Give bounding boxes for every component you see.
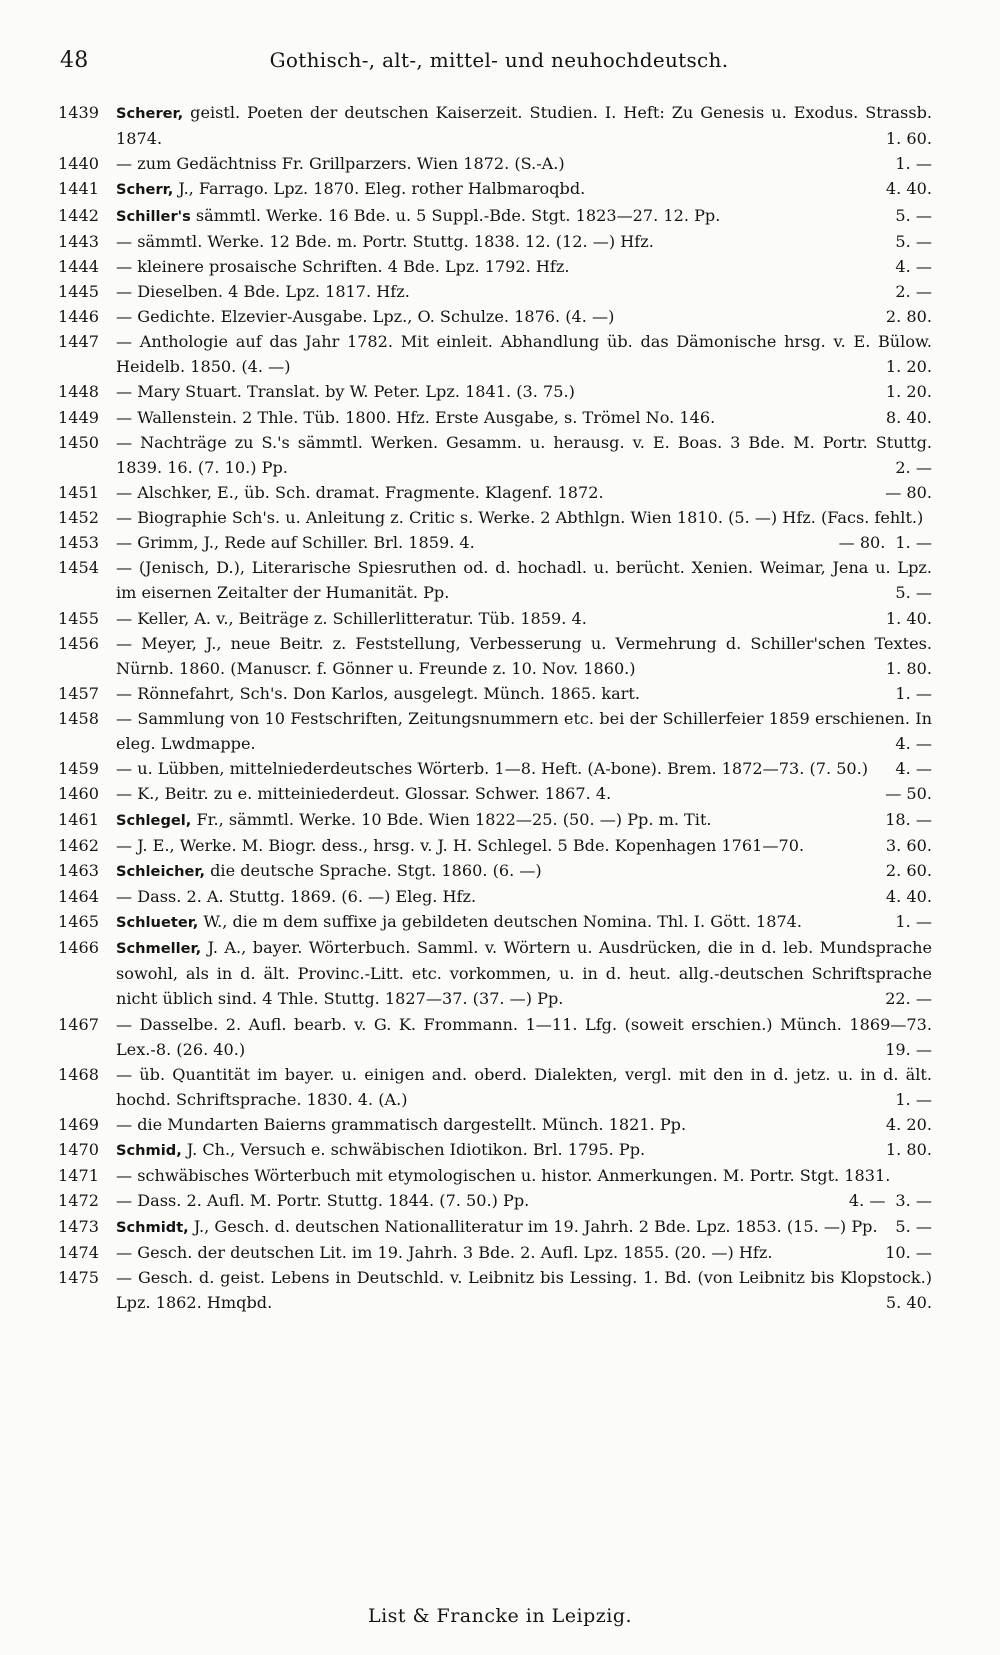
entry-number: 1458 [58, 709, 99, 728]
entry-price: 4. — [895, 734, 932, 754]
entry-author: Schlegel, [116, 811, 192, 829]
catalog-entry [58, 1240, 932, 1265]
entry-price: 19. — [885, 1039, 932, 1059]
catalog-entry [58, 884, 932, 909]
catalog-entry [58, 151, 932, 176]
entry-number: 1452 [58, 508, 99, 527]
entry-description: — Dass. 2. Aufl. M. Portr. Stuttg. 1844. (7. 50.) Pp. [116, 1191, 530, 1211]
catalog-entry [58, 1265, 932, 1315]
catalog-entry [58, 203, 932, 229]
entry-number: 1468 [58, 1064, 99, 1084]
entry-description: — Keller, A. v., Beiträge z. Schillerlitteratur. Tüb. 1859. 4. [116, 608, 587, 628]
catalog-entry [58, 1137, 932, 1163]
entry-price: 5. — [895, 205, 932, 225]
catalog-entry [58, 405, 932, 430]
entry-number: 1460 [58, 784, 99, 804]
entry-price: 4. — [848, 1191, 886, 1211]
entry-description: — schwäbisches Wörterbuch mit etymologischen u. histor. Anmerkungen. M. Portr. Stgt. 1831. [116, 1166, 891, 1186]
entry-number: 1442 [58, 205, 99, 225]
catalog-entry [58, 833, 932, 858]
catalog-entry [58, 480, 932, 505]
entry-description: — die Mundarten Baierns grammatisch dargestellt. Münch. 1821. Pp. [116, 1115, 687, 1134]
entry-number: 1457 [58, 683, 99, 703]
entry-description: — sämmtl. Werke. 12 Bde. m. Portr. Stuttg. 1838. 12. (12. —) Hfz. [116, 231, 654, 251]
catalog-entry [58, 254, 932, 279]
catalog-entry [58, 1214, 932, 1240]
entry-description: J., Farrago. Lpz. 1870. Eleg. rother Halbmaroqbd. [173, 179, 586, 199]
entry-number: 1456 [58, 633, 99, 653]
entry-description: sämmtl. Werke. 16 Bde. u. 5 Suppl.-Bde. Stgt. 1823—27. 12. Pp. [190, 205, 721, 225]
entry-description: geistl. Poeten der deutschen Kaiserzeit. Studien. I. Heft: Zu Genesis u. Exodus. Strassb. 1874. [116, 103, 932, 149]
entry-description: — Dieselben. 4 Bde. Lpz. 1817. Hfz. [116, 281, 410, 301]
entry-number: 1469 [58, 1115, 99, 1134]
entry-number: 1441 [58, 179, 99, 199]
catalog-entry [58, 606, 932, 631]
entry-number: 1444 [58, 256, 99, 276]
entry-number: 1466 [58, 938, 99, 958]
entry-author: Schmid, [116, 1142, 182, 1160]
entry-description: — Nachträge zu S.'s sämmtl. Werken. Gesamm. u. herausg. v. E. Boas. 3 Bde. M. Portr. Stuttg. 1839. 16. (7. 10.) Pp. [116, 432, 932, 477]
entry-price: 1. — [895, 912, 932, 931]
entry-number: 1470 [58, 1140, 99, 1160]
entry-description: — (Jenisch, D.), Literarische Spiesruthen od. d. hochadl. u. berücht. Xenien. Weimar, Jena u. Lpz. im eisernen Zeitalter der Humanität. Pp. [116, 558, 932, 603]
entry-price: 5. — [895, 583, 932, 603]
entry-number: 1445 [58, 281, 99, 301]
entry-description: — Gedichte. Elzevier-Ausgabe. Lpz., O. Schulze. 1876. (4. —) [116, 307, 615, 326]
entry-number: 1448 [58, 382, 99, 402]
entry-price: 1. 60. [885, 129, 932, 149]
entry-description: — Meyer, J., neue Beitr. z. Feststellung, Verbesserung u. Vermehrung d. Schiller'schen Textes. Nürnb. 1860. (Manuscr. f. Gönner u. Freunde z. 10. Nov. 1860.) [116, 633, 932, 678]
catalog-entry [58, 631, 932, 681]
entry-description: — Dasselbe. 2. Aufl. bearb. v. G. K. Frommann. 1—11. Lfg. (soweit erschien.) Münch. 1869—73. Lex.-8. (26. 40.) [116, 1014, 932, 1059]
catalog-entry [58, 279, 932, 304]
entry-price: 8. 40. [885, 407, 932, 427]
catalog-entry [58, 681, 932, 706]
entry-price: 1. — [895, 1089, 932, 1109]
entry-description: — Mary Stuart. Translat. by W. Peter. Lpz. 1841. (3. 75.) [116, 382, 575, 402]
entry-author: Schlueter, [116, 914, 199, 931]
entry-number: 1475 [58, 1267, 99, 1287]
entry-description: — Gesch. der deutschen Lit. im 19. Jahrh. 3 Bde. 2. Aufl. Lpz. 1855. (20. —) Hfz. [116, 1242, 773, 1262]
entry-description: — Anthologie auf das Jahr 1782. Mit einleit. Abhandlung üb. das Dämonische hrsg. v. E. Bülow. Heidelb. 1850. (4. —) [116, 332, 932, 377]
entry-description: — K., Beitr. zu e. mitteiniederdeut. Glossar. Schwer. 1867. 4. [116, 784, 612, 804]
entry-number: 1440 [58, 154, 99, 174]
entry-author: Schmeller, [116, 940, 202, 958]
catalog-entry [58, 858, 932, 884]
entry-price: 2. 80. [885, 307, 932, 326]
entry-price: 4. — [895, 256, 932, 276]
entry-price: 22. — [885, 989, 932, 1009]
catalog-entry [58, 176, 932, 202]
entry-description: — üb. Quantität im bayer. u. einigen and. oberd. Dialekten, vergl. mit den in d. jetz. u. in d. ält. hochd. Schriftsprache. 1830. 4. (A.) [116, 1064, 932, 1109]
entry-number: 1439 [58, 103, 99, 122]
entry-author: Schiller's [116, 207, 191, 225]
entry-description: J., Gesch. d. deutschen Nationalliteratur im 19. Jahrh. 2 Bde. Lpz. 1853. (15. —) Pp. [188, 1216, 878, 1236]
entry-description: — Sammlung von 10 Festschriften, Zeitungsnummern etc. bei der Schillerfeier 1859 erschienen. In eleg. Lwdmappe. [116, 709, 932, 754]
entry-number: 1459 [58, 759, 99, 779]
entry-price: 18. — [885, 809, 932, 829]
entry-description: die deutsche Sprache. Stgt. 1860. (6. —) [205, 860, 542, 880]
entry-price: 5. — [895, 231, 932, 251]
catalog-entry [58, 807, 932, 833]
running-title: Gothisch-, alt-, mittel- und neuhochdeutsch. [269, 48, 729, 72]
entry-price: 10. — [885, 1242, 932, 1262]
entry-description: W., die m dem suffixe ja gebildeten deutschen Nomina. Thl. I. Gött. 1874. [198, 912, 803, 931]
entry-description: J. Ch., Versuch e. schwäbischen Idiotikon. Brl. 1795. Pp. [181, 1140, 646, 1160]
entry-price: 1. — [895, 533, 932, 553]
entry-author: Scherr, [116, 181, 174, 199]
entry-author: Scherer, [116, 105, 184, 122]
entry-price: 1. 20. [885, 382, 932, 402]
entry-price: 2. — [895, 281, 932, 301]
catalog-entry [58, 1188, 932, 1213]
entry-price: 1. 20. [885, 357, 932, 377]
entry-description: — zum Gedächtniss Fr. Grillparzers. Wien 1872. (S.-A.) [116, 154, 565, 174]
entry-number: 1465 [58, 912, 99, 931]
entry-price: 1. — [895, 683, 932, 703]
entry-number: 1467 [58, 1014, 99, 1034]
catalog-entry [58, 909, 932, 935]
entry-price: 1. 40. [885, 608, 932, 628]
entry-number: 1447 [58, 332, 99, 352]
entry-price: 1. — [895, 154, 932, 174]
catalog-entry [58, 379, 932, 404]
entry-number: 1464 [58, 886, 99, 906]
entry-description: — Rönnefahrt, Sch's. Don Karlos, ausgelegt. Münch. 1865. kart. [116, 683, 640, 703]
entry-author: Schleicher, [116, 862, 205, 880]
entry-description: Fr., sämmtl. Werke. 10 Bde. Wien 1822—25. (50. —) Pp. m. Tit. [191, 809, 712, 829]
entry-description: — kleinere prosaische Schriften. 4 Bde. Lpz. 1792. Hfz. [116, 256, 570, 276]
entry-number: 1472 [58, 1191, 99, 1211]
catalog-entry [58, 100, 932, 151]
entry-number: 1463 [58, 860, 99, 880]
entry-description: — Grimm, J., Rede auf Schiller. Brl. 1859. 4. [116, 533, 475, 553]
entry-number: 1451 [58, 482, 99, 502]
entry-price: 4. 40. [885, 886, 932, 906]
entry-price: 4. 40. [885, 179, 932, 199]
catalog-entry [58, 555, 932, 605]
entry-number: 1455 [58, 608, 99, 628]
entry-description: — Gesch. d. geist. Lebens in Deutschld. v. Leibnitz bis Lessing. 1. Bd. (von Leibnitz bis Klopstock.) Lpz. 1862. Hmqbd. [116, 1267, 932, 1312]
entry-description: — Dass. 2. A. Stuttg. 1869. (6. —) Eleg. Hfz. [116, 886, 477, 906]
entry-number: 1446 [58, 307, 99, 326]
entry-price: — 80. [838, 533, 886, 553]
entry-description: — Alschker, E., üb. Sch. dramat. Fragmente. Klagenf. 1872. [116, 482, 604, 502]
page-number: 48 [60, 48, 89, 73]
catalog-entry [58, 1112, 932, 1137]
entry-number: 1471 [58, 1166, 99, 1186]
entry-price: — 80. [885, 482, 932, 502]
entry-number: 1450 [58, 432, 99, 452]
entry-price: 5. — [895, 1216, 932, 1236]
entry-author: Schmidt, [116, 1218, 189, 1236]
catalog-entry [58, 781, 932, 806]
entry-description: — Biographie Sch's. u. Anleitung z. Critic s. Werke. 2 Abthlgn. Wien 1810. (5. —) Hfz. (Facs. fehlt.) [116, 508, 924, 527]
entry-number: 1474 [58, 1242, 99, 1262]
entry-number: 1461 [58, 809, 99, 829]
entry-price: 2. — [895, 457, 932, 477]
publisher-footer: List & Francke in Leipzig. [367, 1605, 633, 1627]
entry-price: 2. 60. [885, 860, 932, 880]
entry-price: 5. 40. [885, 1292, 932, 1312]
entry-price: 3. 60. [885, 835, 932, 855]
entry-list [58, 100, 932, 1315]
entry-price: 3. — [895, 1191, 932, 1211]
entry-price: 1. 80. [885, 658, 932, 678]
catalog-entry [58, 756, 932, 781]
catalog-entry [58, 304, 932, 329]
catalog-entry [58, 1012, 932, 1062]
entry-number: 1454 [58, 558, 99, 578]
catalog-entry [58, 935, 932, 1011]
entry-number: 1462 [58, 835, 99, 855]
catalog-entry [58, 229, 932, 254]
entry-price: 1. 80. [885, 1140, 932, 1160]
entry-number: 1473 [58, 1216, 99, 1236]
entry-number: 1443 [58, 231, 99, 251]
entry-number: 1453 [58, 533, 99, 553]
entry-price: — 50. [885, 784, 932, 804]
entry-description: — Wallenstein. 2 Thle. Tüb. 1800. Hfz. Erste Ausgabe, s. Trömel No. 146. [116, 407, 716, 427]
catalog-entry [58, 530, 932, 555]
catalog-entry [58, 329, 932, 379]
page-header [58, 42, 940, 76]
entry-description: — J. E., Werke. M. Biogr. dess., hrsg. v. J. H. Schlegel. 5 Bde. Kopenhagen 1761—70. [116, 835, 805, 855]
entry-price: 4. 20. [885, 1115, 932, 1134]
catalog-entry [58, 430, 932, 480]
entry-number: 1449 [58, 407, 99, 427]
entry-price: 4. — [895, 759, 932, 779]
entry-description: J. A., bayer. Wörterbuch. Samml. v. Wörtern u. Ausdrücken, die in d. leb. Mundsprache sowohl, als in d. ält. Provinc.-Litt. etc. vorkommen, u. in d. heut. allg.-deutschen Schriftsprache nicht üblich sind. 4 Thle. Stuttg. 1827—37. (37. —) Pp. [116, 938, 932, 1009]
entry-description: — u. Lübben, mittelniederdeutsches Wörterb. 1—8. Heft. (A-bone). Brem. 1872—73. (7. 50.) [116, 759, 869, 779]
catalog-entry [58, 1062, 932, 1112]
catalog-entry [58, 706, 932, 756]
